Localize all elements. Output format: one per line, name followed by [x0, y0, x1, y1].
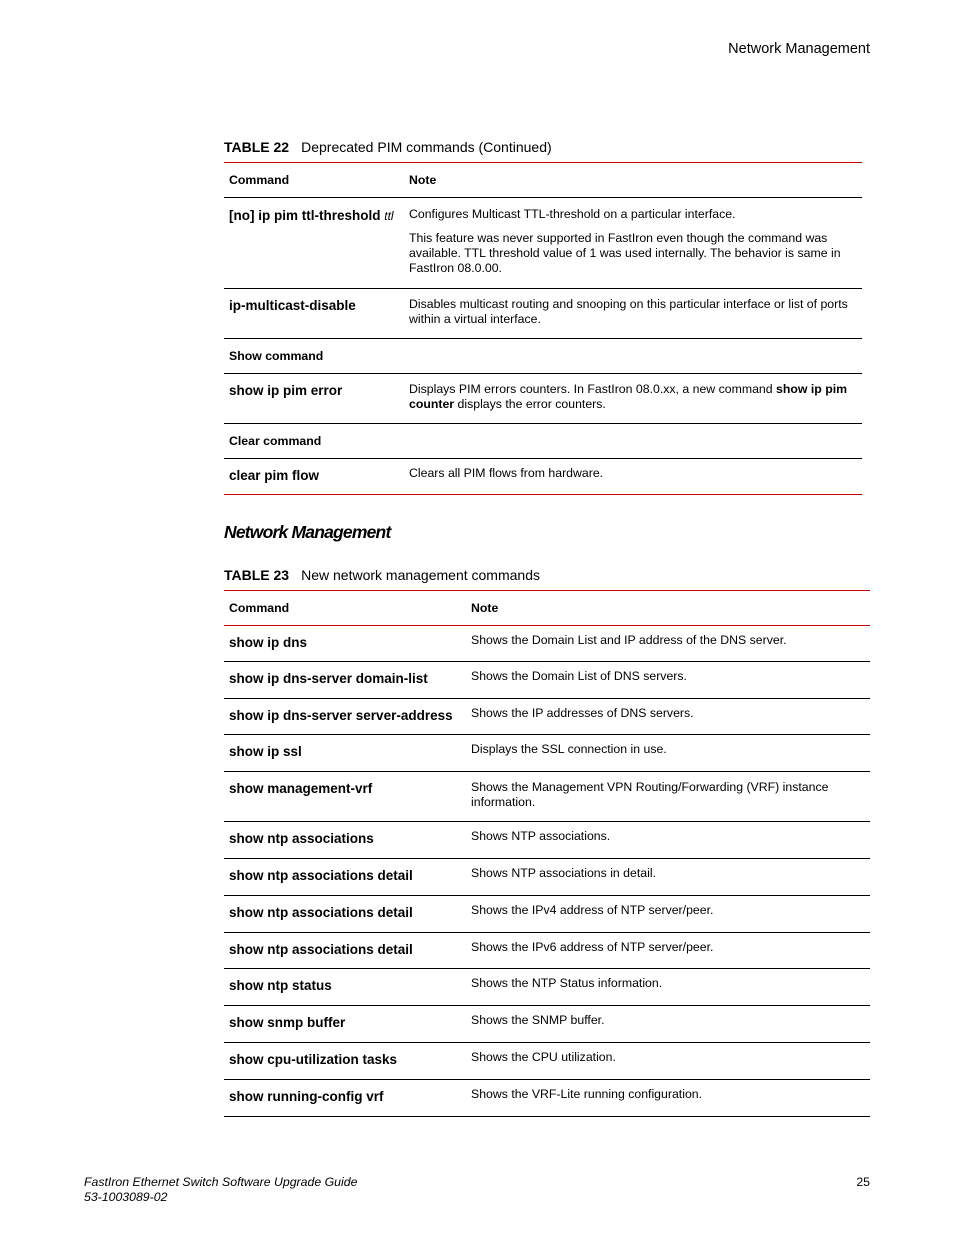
subheader-label: Show command [229, 349, 324, 363]
footer-doc-number: 53-1003089-02 [84, 1190, 168, 1204]
command-cell: show cpu-utilization tasks [229, 1052, 398, 1067]
command-arg: ttl [384, 209, 394, 223]
note-cell: Shows the IP addresses of DNS servers. [471, 706, 694, 720]
command-cell: show ntp associations detail [229, 905, 413, 920]
command-cell: show ip dns [229, 635, 308, 650]
command-cell: show ip ssl [229, 744, 302, 759]
command-cell: show ntp associations detail [229, 868, 413, 883]
table22-subheader-show [224, 339, 862, 374]
note-cell: Displays the SSL connection in use. [471, 742, 667, 756]
table23-col-note: Note [471, 601, 499, 615]
table22-col-command: Command [229, 173, 290, 187]
section-title: Network Management [224, 522, 391, 542]
table-row [224, 1006, 870, 1043]
table-row [224, 933, 870, 969]
table-row [224, 896, 870, 933]
table-row [224, 772, 870, 822]
command-cell: show running-config vrf [229, 1089, 384, 1104]
table-row [224, 822, 870, 859]
note-text: Displays PIM errors counters. In FastIron 08.0.xx, a new command [409, 382, 776, 396]
note-text: displays the error counters. [454, 397, 606, 411]
command-cell: show ip dns-server domain-list [229, 671, 428, 686]
command-text: [no] ip pim ttl-threshold [229, 208, 381, 223]
table-row [224, 289, 862, 339]
table22-caption [224, 139, 552, 155]
table22-title: Deprecated PIM commands (Continued) [301, 139, 552, 155]
table22 [224, 162, 862, 495]
footer-page-number: 25 [856, 1175, 870, 1189]
table22-header-row [224, 163, 862, 198]
note-cell: Shows the IPv6 address of NTP server/peer. [471, 940, 714, 954]
table23-col-command: Command [229, 601, 290, 615]
table-row [224, 459, 862, 495]
note-command-bold: show ip pim counter [409, 382, 848, 411]
command-cell: show ip dns-server server-address [229, 708, 453, 723]
running-header: Network Management [728, 41, 870, 57]
command-cell: show ntp associations detail [229, 942, 413, 957]
table22-subheader-clear [224, 424, 862, 459]
table-row [224, 198, 862, 289]
note-cell: Shows the NTP Status information. [471, 976, 663, 990]
footer-doc-title: FastIron Ethernet Switch Software Upgrade Guide [84, 1175, 358, 1189]
subheader-label: Clear command [229, 434, 322, 448]
table-row [224, 735, 870, 772]
table22-col-note: Note [409, 173, 437, 187]
table-row [224, 969, 870, 1006]
command-cell: clear pim flow [229, 468, 320, 483]
note-paragraph: Configures Multicast TTL-threshold on a particular interface. [409, 207, 736, 221]
table23-header-row [224, 591, 870, 626]
command-cell [224, 198, 404, 289]
command-cell: ip-multicast-disable [229, 298, 356, 313]
note-cell: Shows the Domain List and IP address of the DNS server. [471, 633, 787, 647]
table-row [224, 662, 870, 699]
note-cell [404, 374, 862, 424]
table-row [224, 699, 870, 735]
table-row [224, 626, 870, 662]
note-cell: Shows NTP associations in detail. [471, 866, 656, 880]
command-cell: show ntp status [229, 978, 332, 993]
table23-title: New network management commands [301, 567, 540, 583]
table22-label: TABLE 22 [224, 139, 290, 155]
table-row [224, 859, 870, 896]
table-row [224, 374, 862, 424]
note-cell: Shows the VRF-Lite running configuration. [471, 1087, 703, 1101]
note-cell: Shows the Domain List of DNS servers. [471, 669, 687, 683]
note-cell: Shows the SNMP buffer. [471, 1013, 605, 1027]
note-cell: Shows NTP associations. [471, 829, 611, 843]
footer-left [84, 1175, 357, 1205]
note-cell: Clears all PIM flows from hardware. [409, 466, 604, 480]
note-cell [404, 198, 862, 289]
table23 [224, 590, 870, 1117]
note-paragraph: This feature was never supported in FastIron even though the command was available. TTL threshold value of 1 was used internally. The behavior is same in FastIron 08.0.00. [409, 231, 841, 275]
command-cell: show snmp buffer [229, 1015, 346, 1030]
command-cell: show management-vrf [229, 781, 373, 796]
command-cell: show ntp associations [229, 831, 374, 846]
table-row [224, 1080, 870, 1117]
note-cell: Shows the IPv4 address of NTP server/peer. [471, 903, 714, 917]
table23-caption [224, 567, 540, 583]
command-cell: show ip pim error [229, 383, 343, 398]
note-cell: Shows the Management VPN Routing/Forwarding (VRF) instance information. [471, 780, 829, 809]
note-cell: Shows the CPU utilization. [471, 1050, 616, 1064]
table23-label: TABLE 23 [224, 567, 290, 583]
table-row [224, 1043, 870, 1080]
note-cell: Disables multicast routing and snooping on this particular interface or list of ports within a virtual interface. [409, 297, 848, 326]
